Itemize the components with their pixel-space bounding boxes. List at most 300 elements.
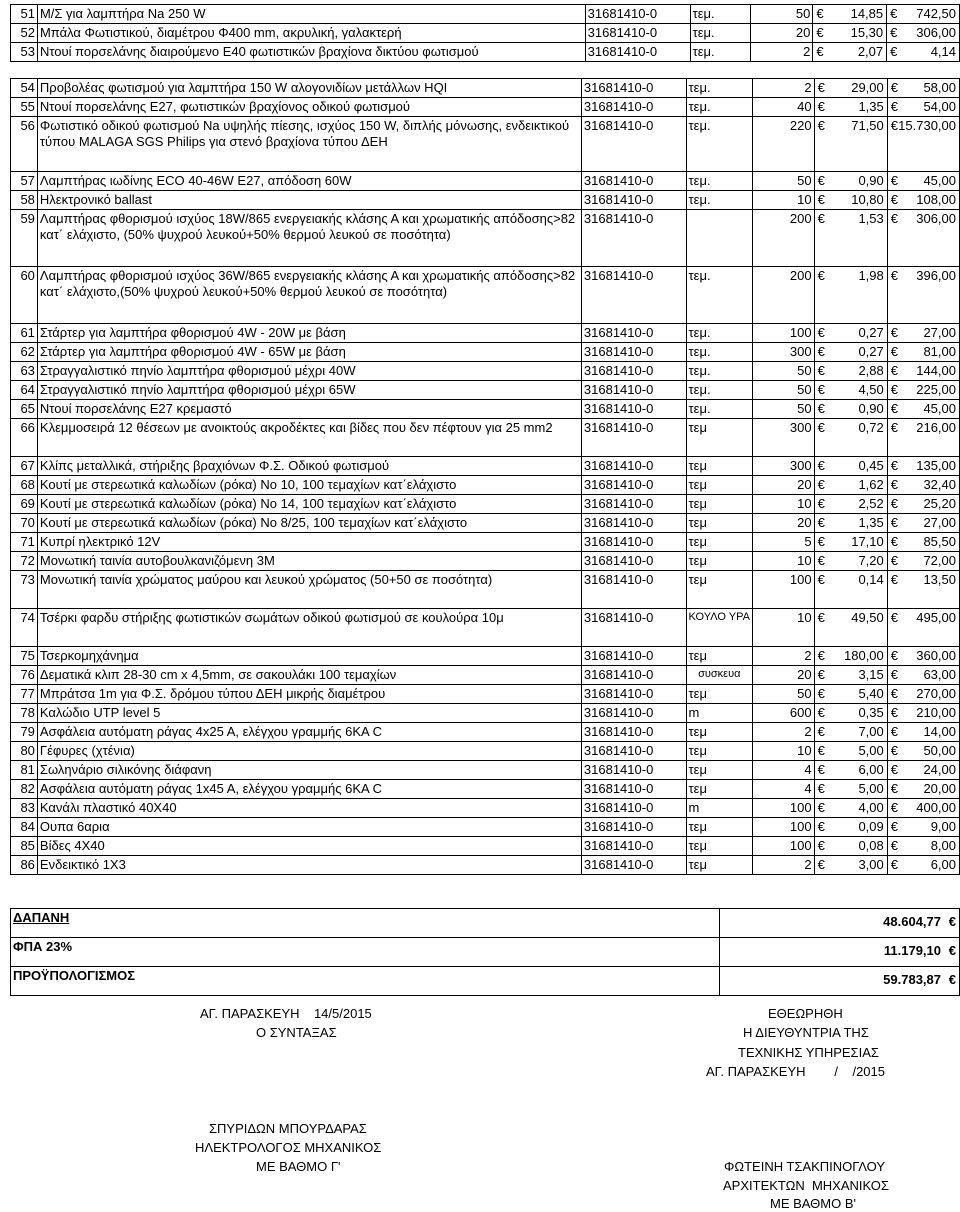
amount-value: 1,98 — [858, 268, 884, 283]
item-number: 62 — [11, 343, 38, 362]
item-description: Ηλεκτρονικό ballast — [37, 191, 581, 210]
item-number: 74 — [11, 609, 38, 647]
euro-sign: € — [817, 211, 825, 226]
unit-of-measure: τεμ. — [686, 324, 752, 343]
amount-cell — [814, 552, 887, 571]
amount-value: 216,00 — [916, 420, 956, 435]
item-number: 79 — [11, 723, 38, 742]
euro-sign: € — [817, 173, 825, 188]
quantity: 20 — [751, 24, 813, 43]
unit-of-measure: τεμ. — [686, 79, 752, 98]
quantity: 100 — [753, 324, 815, 343]
item-number: 71 — [11, 533, 38, 552]
euro-sign: € — [890, 99, 898, 114]
euro-sign: € — [817, 401, 825, 416]
amount-cell — [887, 400, 959, 419]
amount-cell — [814, 837, 887, 856]
unit-of-measure: m — [686, 704, 752, 723]
amount-cell — [814, 647, 887, 666]
table-row — [11, 324, 960, 343]
amount-value: 225,00 — [916, 382, 956, 397]
cpv-code: 31681410-0 — [581, 79, 686, 98]
item-number: 78 — [11, 704, 38, 723]
amount-cell — [887, 533, 959, 552]
euro-sign: € — [817, 572, 825, 587]
cpv-code: 31681410-0 — [581, 856, 686, 875]
table-row — [11, 856, 960, 875]
amount-cell — [887, 79, 959, 98]
item-number: 81 — [11, 761, 38, 780]
euro-sign: € — [817, 781, 825, 796]
totals-amount — [719, 909, 959, 938]
quantity: 10 — [753, 191, 815, 210]
amount-value: 0,14 — [858, 572, 884, 587]
item-description: Δεματικά κλιπ 28-30 cm x 4,5mm, σε σακουλάκι 100 τεμαχίων — [37, 666, 581, 685]
item-number: 59 — [11, 210, 38, 267]
cpv-code: 31681410-0 — [581, 172, 686, 191]
amount-value: 0,72 — [858, 420, 884, 435]
amount-cell — [814, 685, 887, 704]
euro-sign: € — [817, 838, 825, 853]
amount-cell — [814, 514, 887, 533]
amount-cell — [814, 723, 887, 742]
euro-sign: € — [817, 118, 825, 133]
amount-cell — [887, 837, 959, 856]
amount-cell — [887, 98, 959, 117]
amount-cell — [814, 818, 887, 837]
amount-cell — [887, 457, 959, 476]
cpv-code: 31681410-0 — [581, 704, 686, 723]
table-row — [11, 666, 960, 685]
item-number: 75 — [11, 647, 38, 666]
item-number: 80 — [11, 742, 38, 761]
quantity: 4 — [753, 761, 815, 780]
right-date: ΑΓ. ΠΑΡΑΣΚΕΥΗ / /2015 — [706, 1064, 885, 1079]
table-row — [11, 571, 960, 609]
unit-of-measure: τεμ — [686, 685, 752, 704]
left-role: Ο ΣΥΝΤΑΞΑΣ — [256, 1025, 337, 1040]
euro-sign: € — [817, 382, 825, 397]
item-description: Λαμπτήρας ιωδίνης ECO 40-46W E27, απόδοση 60W — [37, 172, 581, 191]
unit-of-measure: m — [686, 799, 752, 818]
cpv-code: 31681410-0 — [581, 400, 686, 419]
item-description: Ασφάλεια αυτόματη ράγας 4x25 A, ελέγχου γραμμής 6KA C — [37, 723, 581, 742]
euro-sign: € — [890, 515, 898, 530]
item-description: Βίδες 4Χ40 — [37, 837, 581, 856]
amount-value: 20,00 — [923, 781, 956, 796]
left-signer-grade: ΜΕ ΒΑΘΜΟ Γ' — [256, 1159, 341, 1174]
item-description: Ασφάλεια αυτόματη ράγας 1x45 A, ελέγχου γραμμής 6KA C — [37, 780, 581, 799]
amount-cell — [887, 43, 960, 62]
amount-value: 5,00 — [858, 743, 884, 758]
euro-sign: € — [817, 686, 825, 701]
totals-label: ΠΡΟΫΠΟΛΟΓΙΣΜΟΣ — [11, 967, 720, 996]
cpv-code: 31681410-0 — [581, 98, 686, 117]
unit-of-measure: τεμ. — [690, 43, 751, 62]
unit-of-measure: τεμ — [686, 647, 752, 666]
euro-sign: € — [817, 743, 825, 758]
amount-value: 3,15 — [858, 667, 884, 682]
table-row — [11, 837, 960, 856]
euro-sign: € — [890, 173, 898, 188]
item-number: 52 — [11, 24, 38, 43]
quantity: 2 — [753, 79, 815, 98]
quantity: 50 — [751, 5, 813, 24]
item-number: 54 — [11, 79, 38, 98]
quantity: 600 — [753, 704, 815, 723]
euro-sign: € — [890, 762, 898, 777]
amount-cell — [814, 381, 887, 400]
amount-cell — [887, 381, 959, 400]
amount-value: 58,00 — [923, 80, 956, 95]
amount-cell — [887, 24, 960, 43]
amount-value: 72,00 — [923, 553, 956, 568]
cpv-code: 31681410-0 — [581, 191, 686, 210]
amount-value: 14,00 — [923, 724, 956, 739]
cpv-code: 31681410-0 — [581, 837, 686, 856]
totals-value: 48.604,77 — [883, 914, 941, 929]
table-row — [11, 742, 960, 761]
quantity: 20 — [753, 514, 815, 533]
euro-sign: € — [890, 705, 898, 720]
euro-sign: € — [817, 610, 825, 625]
euro-sign: € — [890, 496, 898, 511]
amount-cell — [814, 761, 887, 780]
left-signer-title: ΗΛΕΚΤΡΟΛΟΓΟΣ ΜΗΧΑΝΙΚΟΣ — [195, 1140, 382, 1155]
quantity: 10 — [753, 742, 815, 761]
unit-of-measure: τεμ — [686, 723, 752, 742]
table-row — [11, 723, 960, 742]
euro-sign: € — [890, 382, 898, 397]
item-number: 84 — [11, 818, 38, 837]
item-description: Ενδεικτικό 1Χ3 — [37, 856, 581, 875]
amount-value: 742,50 — [916, 6, 956, 21]
unit-of-measure: τεμ — [686, 419, 752, 457]
quantity: 10 — [753, 609, 815, 647]
quantity: 5 — [753, 533, 815, 552]
table-row — [11, 210, 960, 267]
euro-sign: € — [817, 80, 825, 95]
item-description: Στραγγαλιστικό πηνίο λαμπτήρα φθορισμού μέχρι 65W — [37, 381, 581, 400]
euro-sign: € — [817, 857, 825, 872]
euro-sign: € — [817, 648, 825, 663]
amount-value: 10,80 — [851, 192, 884, 207]
euro-sign: € — [890, 6, 898, 21]
table-row — [11, 476, 960, 495]
amount-value: 0,35 — [858, 705, 884, 720]
items-table-top — [10, 4, 960, 62]
cpv-code: 31681410-0 — [581, 723, 686, 742]
item-number: 73 — [11, 571, 38, 609]
item-number: 82 — [11, 780, 38, 799]
table-row — [11, 191, 960, 210]
amount-cell — [814, 704, 887, 723]
euro-sign: € — [817, 420, 825, 435]
amount-value: 45,00 — [923, 173, 956, 188]
item-description: Μ/Σ για λαμπτήρα Na 250 W — [37, 5, 585, 24]
item-number: 85 — [11, 837, 38, 856]
item-description: Κουτί με στερεωτικά καλωδίων (ρόκα) Νο 10, 100 τεμαχίων κατ΄ελάχιστο — [37, 476, 581, 495]
cpv-code: 31681410-0 — [581, 362, 686, 381]
euro-sign: € — [890, 648, 898, 663]
amount-value: 7,20 — [858, 553, 884, 568]
amount-cell — [887, 419, 959, 457]
cpv-code: 31681410-0 — [581, 552, 686, 571]
cpv-code: 31681410-0 — [581, 476, 686, 495]
amount-value: 306,00 — [916, 211, 956, 226]
amount-cell — [814, 172, 887, 191]
item-description: Μπάλα Φωτιστικού, διαμέτρου Φ400 mm, ακρυλική, γαλακτερή — [37, 24, 585, 43]
amount-value: 24,00 — [923, 762, 956, 777]
amount-value: 0,27 — [858, 325, 884, 340]
amount-value: 4,00 — [858, 800, 884, 815]
amount-cell — [887, 780, 959, 799]
amount-value: 1,53 — [858, 211, 884, 226]
amount-value: 180,00 — [844, 648, 884, 663]
item-number: 61 — [11, 324, 38, 343]
table-row — [11, 343, 960, 362]
euro-sign: € — [817, 268, 825, 283]
table-row — [11, 457, 960, 476]
unit-of-measure: τεμ — [686, 856, 752, 875]
item-number: 72 — [11, 552, 38, 571]
unit-of-measure: τεμ — [686, 552, 752, 571]
amount-value: 4,14 — [930, 44, 956, 59]
item-description: Κυπρί ηλεκτρικό 12V — [37, 533, 581, 552]
totals-value: 11.179,10 — [883, 943, 941, 958]
amount-value: 71,50 — [851, 118, 884, 133]
table-row — [11, 172, 960, 191]
table-row — [11, 381, 960, 400]
cpv-code: 31681410-0 — [581, 457, 686, 476]
quantity: 2 — [751, 43, 813, 62]
amount-value: 108,00 — [916, 192, 956, 207]
item-description: Στάρτερ για λαμπτήρα φθορισμού 4W - 65W με βάση — [37, 343, 581, 362]
cpv-code: 31681410-0 — [581, 419, 686, 457]
amount-value: 7,00 — [858, 724, 884, 739]
cpv-code: 31681410-0 — [585, 43, 690, 62]
amount-cell — [887, 552, 959, 571]
amount-cell — [887, 609, 959, 647]
amount-cell — [887, 666, 959, 685]
amount-cell — [814, 117, 887, 172]
euro-sign: € — [817, 819, 825, 834]
quantity: 300 — [753, 457, 815, 476]
right-signer-title: ΑΡΧΙΤΕΚΤΩΝ ΜΗΧΑΝΙΚΟΣ — [723, 1178, 889, 1193]
quantity: 100 — [753, 818, 815, 837]
amount-value: 15.730,00 — [898, 118, 956, 133]
amount-cell — [814, 742, 887, 761]
euro-sign: € — [890, 25, 898, 40]
amount-value: 0,08 — [858, 838, 884, 853]
unit-of-measure: τεμ. — [686, 343, 752, 362]
item-number: 55 — [11, 98, 38, 117]
amount-value: 1,35 — [858, 515, 884, 530]
table-row — [11, 533, 960, 552]
unit-of-measure: τεμ. — [686, 362, 752, 381]
unit-of-measure: τεμ — [686, 514, 752, 533]
euro-sign: € — [890, 724, 898, 739]
unit-of-measure: τεμ. — [686, 172, 752, 191]
amount-value: 6,00 — [930, 857, 956, 872]
unit-of-measure: τεμ. — [686, 267, 752, 324]
amount-cell — [813, 24, 887, 43]
amount-value: 495,00 — [916, 610, 956, 625]
euro-sign: € — [890, 192, 898, 207]
item-description: Ντουί πορσελάνης Ε27, φωτιστικών βραχίονος οδικού φωτισμού — [37, 98, 581, 117]
cpv-code: 31681410-0 — [581, 799, 686, 818]
amount-cell — [814, 856, 887, 875]
cpv-code: 31681410-0 — [581, 495, 686, 514]
amount-value: 0,90 — [858, 173, 884, 188]
euro-sign: € — [817, 724, 825, 739]
euro-sign: € — [817, 800, 825, 815]
table-row — [11, 5, 960, 24]
table-row — [11, 685, 960, 704]
item-description: Μπράτσα 1m για Φ.Σ. δρόμου τύπου ΔΕΗ μικρής διαμέτρου — [37, 685, 581, 704]
item-number: 67 — [11, 457, 38, 476]
quantity: 100 — [753, 571, 815, 609]
amount-cell — [887, 324, 959, 343]
amount-value: 360,00 — [916, 648, 956, 663]
amount-cell — [813, 43, 887, 62]
euro-sign: € — [890, 80, 898, 95]
cpv-code: 31681410-0 — [581, 818, 686, 837]
item-number: 58 — [11, 191, 38, 210]
amount-value: 0,27 — [858, 344, 884, 359]
table-row — [11, 647, 960, 666]
item-number: 51 — [11, 5, 38, 24]
table-row — [11, 514, 960, 533]
right-signer-name: ΦΩΤΕΙΝΗ ΤΣΑΚΠΙΝΟΓΛΟΥ — [724, 1159, 886, 1174]
table-row — [11, 362, 960, 381]
euro-sign: € — [948, 943, 956, 958]
quantity: 40 — [753, 98, 815, 117]
unit-of-measure: τεμ — [686, 457, 752, 476]
cpv-code: 31681410-0 — [581, 647, 686, 666]
cpv-code: 31681410-0 — [581, 761, 686, 780]
table-row — [11, 419, 960, 457]
table-row — [11, 400, 960, 419]
cpv-code: 31681410-0 — [585, 5, 690, 24]
table-row — [11, 799, 960, 818]
amount-cell — [887, 685, 959, 704]
euro-sign: € — [890, 667, 898, 682]
amount-cell — [814, 343, 887, 362]
amount-cell — [814, 400, 887, 419]
item-number: 86 — [11, 856, 38, 875]
euro-sign: € — [817, 496, 825, 511]
amount-cell — [814, 419, 887, 457]
amount-cell — [887, 647, 959, 666]
amount-cell — [814, 571, 887, 609]
amount-cell — [813, 5, 887, 24]
euro-sign: € — [890, 44, 898, 59]
unit-of-measure: τεμ. — [686, 191, 752, 210]
item-description: Ουπα 6αρια — [37, 818, 581, 837]
amount-value: 13,50 — [923, 572, 956, 587]
amount-cell — [814, 609, 887, 647]
euro-sign: € — [890, 211, 898, 226]
right-approved: ΕΘΕΩΡΗΘΗ — [768, 1006, 843, 1021]
cpv-code: 31681410-0 — [581, 117, 686, 172]
item-description: Κανάλι πλαστικό 40Χ40 — [37, 799, 581, 818]
item-description: Κλεμμοσειρά 12 θέσεων με ανοικτούς ακροδέκτες και βίδες που δεν πέφτουν για 25 mm2 — [37, 419, 581, 457]
quantity: 200 — [753, 210, 815, 267]
amount-cell — [887, 117, 959, 172]
amount-value: 396,00 — [916, 268, 956, 283]
totals-label: ΔΑΠΑΝΗ — [11, 909, 720, 938]
unit-of-measure: ΚΟΥΛΟ ΥΡΑ — [686, 609, 752, 647]
item-description: Τσέρκι φαρδυ στήριξης φωτιστικών σωμάτων οδικού φωτισμού σε κουλούρα 10μ — [37, 609, 581, 647]
item-description: Τσερκομηχάνημα — [37, 647, 581, 666]
euro-sign: € — [890, 118, 898, 133]
item-number: 53 — [11, 43, 38, 62]
amount-value: 50,00 — [923, 743, 956, 758]
euro-sign: € — [890, 800, 898, 815]
amount-cell — [814, 324, 887, 343]
right-role-2: ΤΕΧΝΙΚΗΣ ΥΠΗΡΕΣΙΑΣ — [738, 1045, 879, 1060]
item-number: 60 — [11, 267, 38, 324]
item-number: 70 — [11, 514, 38, 533]
amount-cell — [887, 172, 959, 191]
euro-sign: € — [817, 99, 825, 114]
euro-sign: € — [817, 534, 825, 549]
amount-value: 14,85 — [850, 6, 884, 21]
euro-sign: € — [817, 192, 825, 207]
unit-of-measure: τεμ. — [686, 381, 752, 400]
unit-of-measure: τεμ. — [686, 98, 752, 117]
table-row — [11, 24, 960, 43]
unit-of-measure: τεμ — [686, 780, 752, 799]
amount-cell — [814, 210, 887, 267]
euro-sign: € — [890, 838, 898, 853]
item-description: Σωληνάριο σιλικόνης διάφανη — [37, 761, 581, 780]
amount-value: 135,00 — [916, 458, 956, 473]
item-description: Γέφυρες (χτένια) — [37, 742, 581, 761]
amount-cell — [887, 742, 959, 761]
amount-value: 25,20 — [923, 496, 956, 511]
cpv-code: 31681410-0 — [581, 533, 686, 552]
euro-sign: € — [890, 553, 898, 568]
table-row — [11, 495, 960, 514]
item-description: Λαμπτήρας φθορισμού ισχύος 18W/865 ενεργειακής κλάσης Α και χρωματικής απόδοσης>82 κατ΄ ελάχιστο, (50% ψυχρού λευκού+50% θερμού λευκού σε ποσότητα) — [37, 210, 581, 267]
item-number: 69 — [11, 495, 38, 514]
item-description: Μονωτική ταινία χρώματος μαύρου και λευκού χρώματος (50+50 σε ποσότητα) — [37, 571, 581, 609]
quantity: 10 — [753, 495, 815, 514]
amount-value: 8,00 — [930, 838, 956, 853]
amount-cell — [814, 79, 887, 98]
amount-cell — [887, 514, 959, 533]
item-number: 66 — [11, 419, 38, 457]
item-description: Προβολέας φωτισμού για λαμπτήρα 150 W αλογονιδίων μετάλλων HQI — [37, 79, 581, 98]
totals-amount — [719, 938, 959, 967]
quantity: 4 — [753, 780, 815, 799]
amount-cell — [887, 476, 959, 495]
item-number: 57 — [11, 172, 38, 191]
cpv-code: 31681410-0 — [581, 571, 686, 609]
quantity: 50 — [753, 381, 815, 400]
item-description: Κουτί με στερεωτικά καλωδίων (ρόκα) Νο 14, 100 τεμαχίων κατ΄ελάχιστο — [37, 495, 581, 514]
quantity: 220 — [753, 117, 815, 172]
amount-cell — [814, 495, 887, 514]
totals-table — [10, 908, 960, 996]
quantity: 20 — [753, 666, 815, 685]
quantity: 2 — [753, 856, 815, 875]
table-row — [11, 780, 960, 799]
amount-value: 85,50 — [923, 534, 956, 549]
amount-value: 2,88 — [858, 363, 884, 378]
